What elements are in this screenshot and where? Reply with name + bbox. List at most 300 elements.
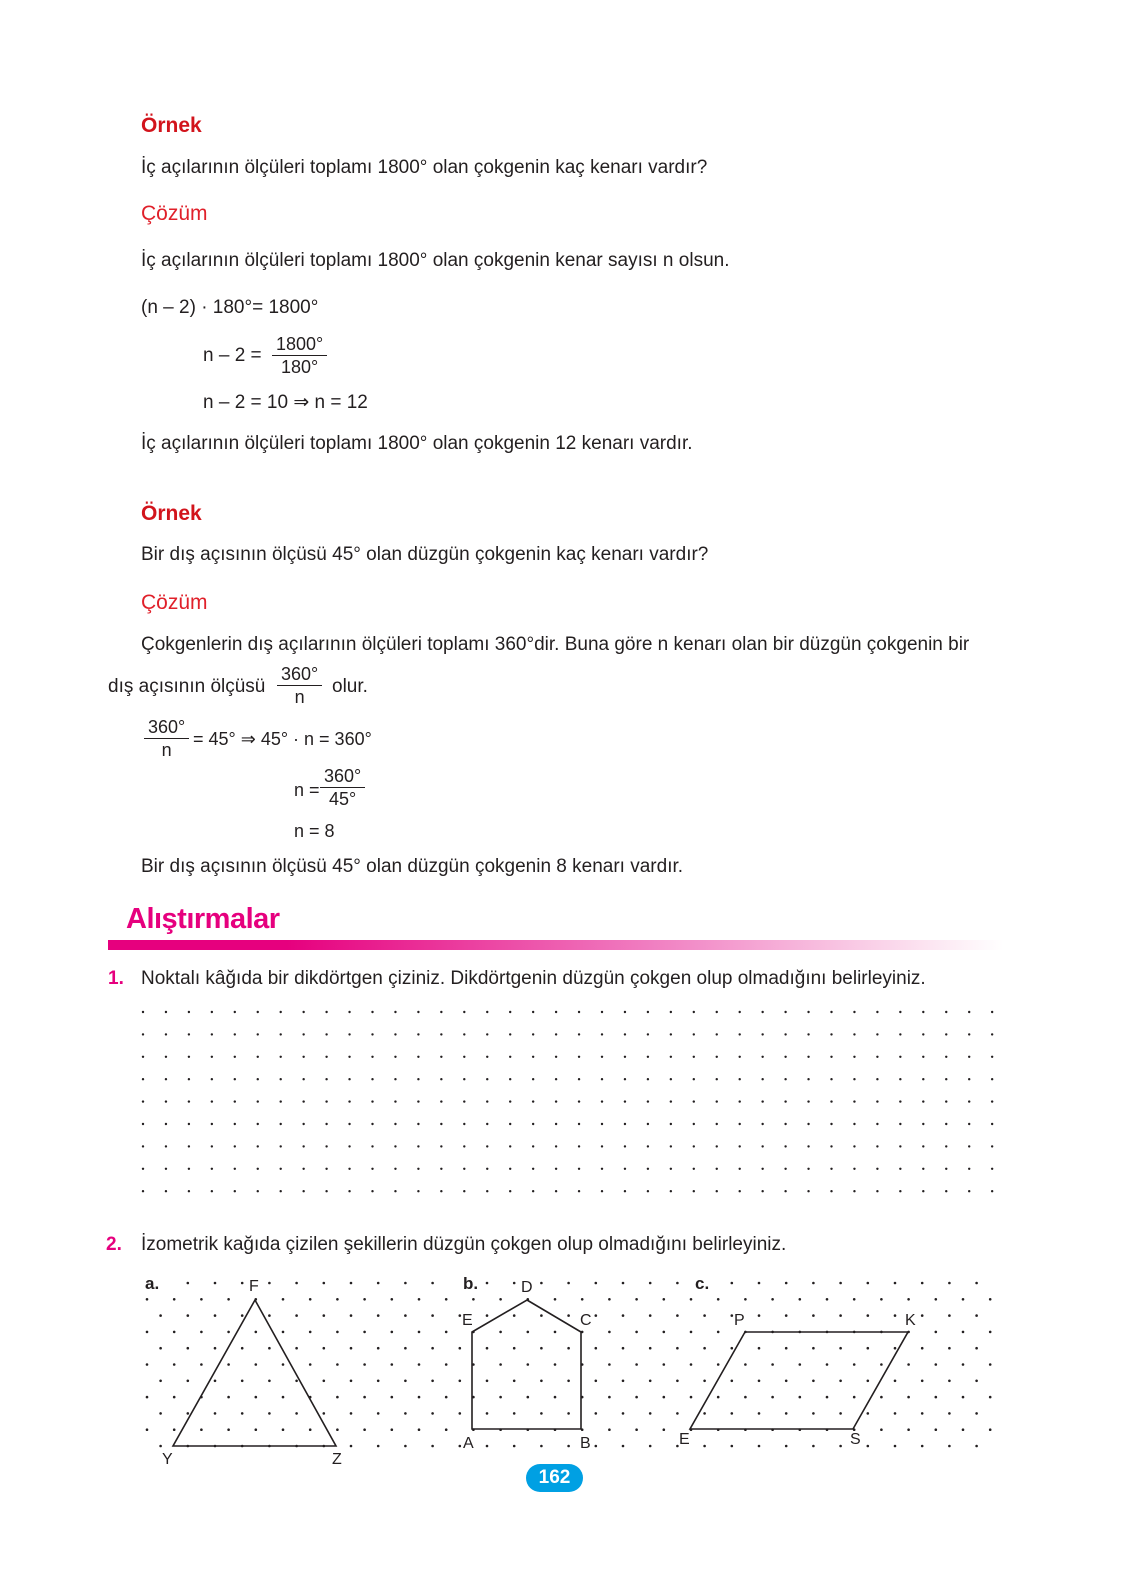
grid-dot (440, 1078, 442, 1080)
grid-dot (635, 1363, 638, 1366)
grid-dot (807, 1123, 809, 1125)
grid-dot (731, 1347, 734, 1350)
grid-dot (785, 1282, 788, 1285)
vertex-e: E (462, 1312, 473, 1329)
grid-dot (647, 1190, 649, 1192)
grid-dot (350, 1282, 353, 1285)
grid-dot (234, 1123, 236, 1125)
grid-dot (486, 1033, 488, 1035)
grid-dot (295, 1412, 298, 1415)
example-2-equation-1-rest: = 45° ⇒ 45° · n = 360° (193, 729, 372, 749)
grid-dot (799, 1396, 802, 1399)
grid-dot (716, 1011, 718, 1013)
vertex-p: P (734, 1312, 745, 1329)
grid-dot (690, 1331, 693, 1334)
grid-dot (486, 1445, 489, 1448)
grid-dot (165, 1011, 167, 1013)
grid-dot (459, 1380, 462, 1383)
grid-dot (670, 1033, 672, 1035)
grid-dot (867, 1314, 870, 1317)
grid-dot (962, 1428, 965, 1431)
grid-dot (991, 1078, 993, 1080)
grid-dot (945, 1123, 947, 1125)
figure-c-label: c. (695, 1274, 710, 1293)
grid-dot (348, 1168, 350, 1170)
grid-dot (440, 1100, 442, 1102)
grid-dot (853, 1078, 855, 1080)
grid-dot (935, 1298, 938, 1301)
grid-dot (509, 1145, 511, 1147)
grid-dot (739, 1100, 741, 1102)
grid-dot (463, 1056, 465, 1058)
grid-dot (555, 1033, 557, 1035)
grid-dot (325, 1056, 327, 1058)
grid-dot (761, 1033, 763, 1035)
grid-dot (394, 1078, 396, 1080)
grid-dot (417, 1145, 419, 1147)
grid-dot (555, 1078, 557, 1080)
grid-dot (188, 1100, 190, 1102)
grid-dot (663, 1331, 666, 1334)
grid-dot (601, 1100, 603, 1102)
grid-dot (839, 1314, 842, 1317)
triangle-fyz (173, 1300, 336, 1446)
grid-dot (676, 1347, 679, 1350)
grid-dot (165, 1190, 167, 1192)
grid-dot (991, 1033, 993, 1035)
grid-dot (899, 1100, 901, 1102)
grid-dot (962, 1331, 965, 1334)
grid-dot (758, 1347, 761, 1350)
grid-dot (601, 1123, 603, 1125)
grid-dot (991, 1123, 993, 1125)
grid-dot (578, 1011, 580, 1013)
grid-dot (200, 1363, 203, 1366)
grid-dot (921, 1282, 924, 1285)
page-number-badge: 162 (526, 1464, 583, 1492)
grid-dot (325, 1123, 327, 1125)
grid-dot (173, 1331, 176, 1334)
grid-dot (968, 1100, 970, 1102)
grid-dot (418, 1363, 421, 1366)
grid-dot (761, 1168, 763, 1170)
grid-dot (807, 1011, 809, 1013)
grid-dot (214, 1282, 217, 1285)
grid-dot (241, 1282, 244, 1285)
grid-dot (363, 1363, 366, 1366)
grid-dot (513, 1412, 516, 1415)
grid-dot (649, 1282, 652, 1285)
grid-dot (377, 1347, 380, 1350)
grid-dot (282, 1363, 285, 1366)
grid-dot (608, 1396, 611, 1399)
grid-dot (622, 1380, 625, 1383)
grid-dot (935, 1331, 938, 1334)
grid-dot (647, 1078, 649, 1080)
grid-dot (921, 1380, 924, 1383)
grid-dot (968, 1033, 970, 1035)
grid-dot (758, 1445, 761, 1448)
grid-dot (404, 1347, 407, 1350)
grid-dot (948, 1445, 951, 1448)
grid-dot (325, 1190, 327, 1192)
grid-dot (989, 1428, 992, 1431)
grid-dot (142, 1123, 144, 1125)
vertex-c: C (580, 1312, 592, 1329)
grid-dot (991, 1190, 993, 1192)
grid-dot (922, 1011, 924, 1013)
grid-dot (440, 1011, 442, 1013)
grid-dot (581, 1298, 584, 1301)
grid-dot (968, 1078, 970, 1080)
grid-dot (635, 1396, 638, 1399)
grid-dot (554, 1298, 557, 1301)
grid-dot (499, 1363, 502, 1366)
grid-dot (554, 1363, 557, 1366)
grid-dot (649, 1412, 652, 1415)
grid-dot (211, 1078, 213, 1080)
grid-dot (567, 1314, 570, 1317)
grid-dot (608, 1331, 611, 1334)
grid-dot (676, 1412, 679, 1415)
grid-dot (635, 1298, 638, 1301)
vertex-d: D (521, 1279, 533, 1296)
grid-dot (899, 1078, 901, 1080)
grid-dot (853, 1123, 855, 1125)
grid-dot (371, 1033, 373, 1035)
grid-dot (211, 1123, 213, 1125)
grid-dot (676, 1314, 679, 1317)
grid-dot (499, 1298, 502, 1301)
grid-dot (146, 1298, 149, 1301)
grid-dot (785, 1380, 788, 1383)
grid-dot (417, 1190, 419, 1192)
grid-dot (624, 1123, 626, 1125)
grid-dot (907, 1363, 910, 1366)
grid-dot (280, 1078, 282, 1080)
vertex-f: F (249, 1278, 259, 1295)
grid-dot (394, 1100, 396, 1102)
grid-dot (785, 1412, 788, 1415)
grid-dot (830, 1078, 832, 1080)
grid-dot (513, 1282, 516, 1285)
grid-dot (731, 1314, 734, 1317)
grid-dot (348, 1123, 350, 1125)
grid-dot (325, 1011, 327, 1013)
grid-dot (731, 1412, 734, 1415)
grid-dot (282, 1428, 285, 1431)
grid-dot (532, 1145, 534, 1147)
grid-dot (513, 1314, 516, 1317)
grid-dot (371, 1011, 373, 1013)
grid-dot (839, 1412, 842, 1415)
grid-dot (578, 1168, 580, 1170)
grid-dot (853, 1363, 856, 1366)
grid-dot (188, 1078, 190, 1080)
grid-dot (440, 1168, 442, 1170)
grid-dot (445, 1298, 448, 1301)
grid-dot (394, 1056, 396, 1058)
grid-dot (799, 1363, 802, 1366)
grid-dot (165, 1078, 167, 1080)
grid-dot (431, 1282, 434, 1285)
grid-dot (532, 1190, 534, 1192)
grid-dot (968, 1145, 970, 1147)
grid-dot (624, 1190, 626, 1192)
grid-dot (440, 1033, 442, 1035)
grid-dot (758, 1380, 761, 1383)
grid-dot (173, 1396, 176, 1399)
grid-dot (739, 1078, 741, 1080)
grid-dot (716, 1056, 718, 1058)
grid-dot (739, 1190, 741, 1192)
grid-dot (234, 1011, 236, 1013)
grid-dot (348, 1100, 350, 1102)
grid-dot (716, 1145, 718, 1147)
grid-dot (371, 1056, 373, 1058)
grid-dot (394, 1123, 396, 1125)
grid-dot (173, 1428, 176, 1431)
grid-dot (486, 1056, 488, 1058)
grid-dot (486, 1011, 488, 1013)
grid-dot (211, 1033, 213, 1035)
grid-dot (323, 1347, 326, 1350)
grid-dot (876, 1190, 878, 1192)
grid-dot (527, 1363, 530, 1366)
grid-dot (880, 1363, 883, 1366)
grid-dot (486, 1123, 488, 1125)
grid-dot (325, 1033, 327, 1035)
grid-dot (417, 1168, 419, 1170)
grid-dot (268, 1314, 271, 1317)
grid-dot (555, 1056, 557, 1058)
grid-dot (624, 1100, 626, 1102)
grid-dot (323, 1380, 326, 1383)
grid-dot (486, 1380, 489, 1383)
parallelogram-pkse (690, 1332, 908, 1429)
grid-dot (624, 1011, 626, 1013)
grid-dot (670, 1168, 672, 1170)
grid-dot (968, 1011, 970, 1013)
grid-dot (608, 1363, 611, 1366)
grid-dot (302, 1123, 304, 1125)
grid-dot (716, 1100, 718, 1102)
grid-dot (595, 1445, 598, 1448)
grid-dot (595, 1412, 598, 1415)
grid-dot (739, 1056, 741, 1058)
grid-dot (404, 1314, 407, 1317)
example-1-equation-3: n – 2 = 10 ⇒ n = 12 (203, 392, 368, 413)
grid-dot (146, 1363, 149, 1366)
example-2-line-2-end: olur. (332, 676, 368, 697)
grid-dot (935, 1428, 938, 1431)
grid-dot (377, 1380, 380, 1383)
grid-dot (336, 1396, 339, 1399)
grid-dot (417, 1011, 419, 1013)
grid-dot (173, 1298, 176, 1301)
grid-dot (807, 1190, 809, 1192)
grid-dot (899, 1011, 901, 1013)
grid-dot (463, 1145, 465, 1147)
grid-dot (142, 1190, 144, 1192)
grid-dot (601, 1145, 603, 1147)
grid-dot (717, 1331, 720, 1334)
grid-dot (907, 1396, 910, 1399)
exercise-1-number: 1. (108, 968, 124, 989)
grid-dot (257, 1123, 259, 1125)
grid-dot (459, 1412, 462, 1415)
grid-dot (670, 1100, 672, 1102)
grid-dot (578, 1190, 580, 1192)
grid-dot (159, 1380, 162, 1383)
grid-dot (540, 1347, 543, 1350)
grid-dot (744, 1363, 747, 1366)
grid-dot (295, 1380, 298, 1383)
grid-dot (812, 1347, 815, 1350)
grid-dot (693, 1145, 695, 1147)
grid-dot (371, 1123, 373, 1125)
grid-dot (377, 1445, 380, 1448)
grid-dot (830, 1190, 832, 1192)
grid-dot (532, 1123, 534, 1125)
grid-dot (830, 1168, 832, 1170)
grid-dot (325, 1145, 327, 1147)
grid-dot (608, 1298, 611, 1301)
grid-dot (295, 1347, 298, 1350)
grid-dot (459, 1314, 462, 1317)
vertex-b: B (580, 1435, 591, 1452)
grid-dot (921, 1314, 924, 1317)
grid-dot (459, 1347, 462, 1350)
grid-dot (907, 1298, 910, 1301)
grid-dot (839, 1380, 842, 1383)
grid-dot (513, 1380, 516, 1383)
grid-dot (907, 1428, 910, 1431)
grid-dot (540, 1412, 543, 1415)
grid-dot (257, 1145, 259, 1147)
grid-dot (693, 1100, 695, 1102)
grid-dot (945, 1078, 947, 1080)
grid-dot (761, 1100, 763, 1102)
grid-dot (716, 1168, 718, 1170)
grid-dot (142, 1011, 144, 1013)
grid-dot (975, 1380, 978, 1383)
grid-dot (165, 1145, 167, 1147)
grid-dot (647, 1100, 649, 1102)
grid-dot (991, 1168, 993, 1170)
grid-dot (255, 1428, 258, 1431)
grid-dot (761, 1190, 763, 1192)
grid-dot (876, 1078, 878, 1080)
grid-dot (532, 1011, 534, 1013)
grid-dot (431, 1314, 434, 1317)
grid-dot (417, 1056, 419, 1058)
grid-dot (876, 1168, 878, 1170)
grid-dot (693, 1190, 695, 1192)
grid-dot (165, 1123, 167, 1125)
grid-dot (527, 1396, 530, 1399)
grid-dot (595, 1347, 598, 1350)
grid-dot (348, 1190, 350, 1192)
grid-dot (486, 1100, 488, 1102)
grid-dot (894, 1445, 897, 1448)
grid-dot (921, 1445, 924, 1448)
grid-dot (391, 1298, 394, 1301)
grid-dot (257, 1168, 259, 1170)
denominator: 180° (281, 357, 319, 377)
grid-dot (280, 1056, 282, 1058)
grid-dot (187, 1282, 190, 1285)
grid-dot (761, 1011, 763, 1013)
grid-dot (853, 1190, 855, 1192)
grid-dot (188, 1190, 190, 1192)
grid-dot (807, 1056, 809, 1058)
grid-dot (142, 1033, 144, 1035)
grid-dot (350, 1445, 353, 1448)
grid-dot (200, 1428, 203, 1431)
grid-dot (255, 1363, 258, 1366)
grid-dot (703, 1412, 706, 1415)
grid-dot (295, 1314, 298, 1317)
grid-dot (739, 1011, 741, 1013)
grid-dot (214, 1314, 217, 1317)
grid-dot (826, 1363, 829, 1366)
grid-dot (739, 1145, 741, 1147)
numerator: 360° (320, 765, 365, 788)
grid-dot (377, 1412, 380, 1415)
grid-dot (445, 1331, 448, 1334)
example-1-conclusion: İç açılarının ölçüleri toplamı 1800° olan çokgenin 12 kenarı vardır. (141, 433, 693, 454)
grid-dot (894, 1380, 897, 1383)
grid-dot (601, 1190, 603, 1192)
grid-dot (975, 1282, 978, 1285)
grid-dot (991, 1145, 993, 1147)
grid-dot (377, 1314, 380, 1317)
grid-dot (325, 1168, 327, 1170)
grid-dot (670, 1190, 672, 1192)
dot-paper-grid (142, 1011, 994, 1193)
grid-dot (509, 1078, 511, 1080)
example-1-equation-1: (n – 2) · 180°= 1800° (141, 297, 319, 318)
grid-dot (624, 1056, 626, 1058)
grid-dot (761, 1145, 763, 1147)
grid-dot (391, 1363, 394, 1366)
grid-dot (731, 1380, 734, 1383)
grid-dot (647, 1123, 649, 1125)
grid-dot (486, 1314, 489, 1317)
grid-dot (595, 1282, 598, 1285)
grid-dot (241, 1412, 244, 1415)
grid-dot (716, 1190, 718, 1192)
example-1-equation-2-lhs: n – 2 = (203, 345, 262, 366)
grid-dot (211, 1011, 213, 1013)
grid-dot (948, 1314, 951, 1317)
grid-dot (771, 1396, 774, 1399)
grid-dot (785, 1314, 788, 1317)
grid-dot (513, 1347, 516, 1350)
grid-dot (812, 1412, 815, 1415)
grid-dot (744, 1298, 747, 1301)
grid-dot (486, 1190, 488, 1192)
numerator: 360° (277, 663, 322, 686)
grid-dot (472, 1298, 475, 1301)
grid-dot (567, 1380, 570, 1383)
grid-dot (853, 1168, 855, 1170)
grid-dot (567, 1445, 570, 1448)
grid-dot (486, 1145, 488, 1147)
grid-dot (486, 1168, 488, 1170)
vertex-a: A (463, 1435, 474, 1452)
